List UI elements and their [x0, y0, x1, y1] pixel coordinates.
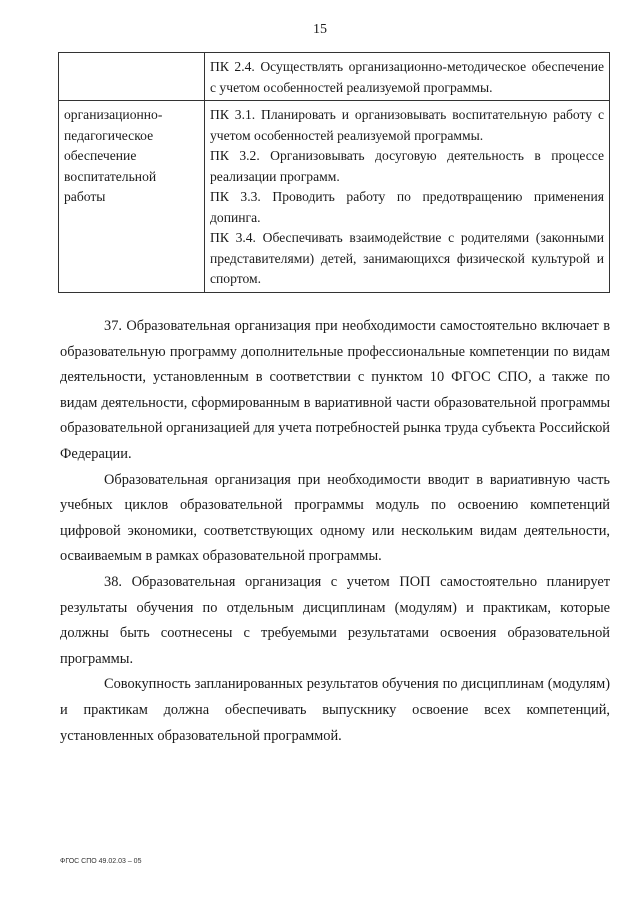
paragraph-37: 37. Образовательная организация при необходимости самостоятельно включает в образовательную программу дополнительные профессиональные компетенции по видам деятельности, установленным в соответствии с пунктом 10 ФГОС СПО, а также по видам деятельности, сформированным в вариативной части образовательной программы образовательной организацией для учета потребностей рынка труда субъекта Российской Федерации.	[60, 318, 610, 462]
document-body	[60, 314, 610, 749]
paragraph-37-continued: Образовательная организация при необходимости вводит в вариативную часть учебных циклов образовательной программы модуль по освоению компетенций цифровой экономики, соответствующих одному или нескольким видам деятельности, осваиваемым в рамках образовательной программы.	[60, 471, 610, 565]
competence-item: ПК 3.4. Обеспечивать взаимодействие с родителями (законными представителями) детей, занимающихся физической культурой и спортом.	[210, 230, 604, 286]
table-row	[59, 53, 610, 101]
table-row	[59, 101, 610, 293]
document-footer: ФГОС СПО 49.02.03 – 05	[60, 858, 142, 865]
competence-item: ПК 2.4. Осуществлять организационно-методическое обеспечение с учетом особенностей реализуемой программы.	[210, 59, 604, 95]
competences-table	[58, 52, 610, 293]
activity-cell	[59, 53, 205, 101]
competence-item: ПК 3.2. Организовывать досуговую деятельность в процессе реализации программ.	[210, 148, 604, 184]
paragraph-38-continued: Совокупность запланированных результатов обучения по дисциплинам (модулям) и практикам должна обеспечивать выпускнику освоение всех компетенций, установленных образовательной программой.	[60, 676, 610, 744]
paragraph-38: 38. Образовательная организация с учетом ПОП самостоятельно планирует результаты обучения по отдельным дисциплинам (модулям) и практикам, которые должны быть соотнесены с требуемыми результатами освоения образовательной программы.	[60, 573, 610, 667]
competences-cell	[205, 53, 610, 101]
competence-item: ПК 3.1. Планировать и организовывать воспитательную работу с учетом особенностей реализуемой программы.	[210, 107, 604, 143]
competences-cell	[205, 101, 610, 293]
competence-item: ПК 3.3. Проводить работу по предотвращению применения допинга.	[210, 189, 604, 225]
page-number: 15	[313, 22, 327, 37]
activity-cell: организационно-педагогическое обеспечение воспитательной работы	[59, 101, 205, 293]
